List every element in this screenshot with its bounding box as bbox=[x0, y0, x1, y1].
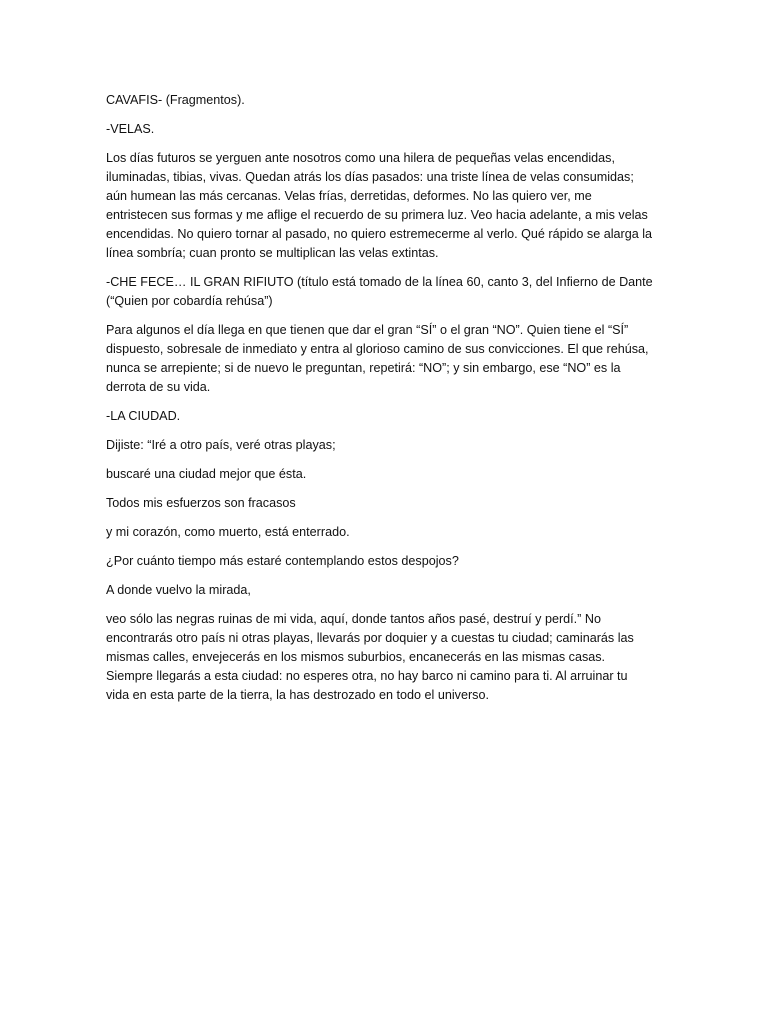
poem-line: Dijiste: “Iré a otro país, veré otras playas; bbox=[106, 438, 336, 452]
paragraph-la-ciudad: veo sólo las negras ruinas de mi vida, aquí, donde tantos años pasé, destruí y perdí.” No encontrarás otro país ni otras playas, llevarás por doquier y a cuestas tu ciudad; caminarás las mismas calles, envejecerás en los mismos suburbios, encanecerás en las mismas casas. Siempre llegarás a esta ciudad: no esperes otra, no hay barco ni camino para ti. Al arruinar tu vida en esta parte de la tierra, la has destrozado en todo el universo. bbox=[106, 612, 634, 702]
paragraph-che-fece: Para algunos el día llega en que tienen que dar el gran “SÍ” o el gran “NO”. Quien tiene el “SÍ” dispuesto, sobresale de inmediato y entra al glorioso camino de sus convicciones. El que rehúsa, nunca se arrepiente; si de nuevo le preguntan, repetirá: “NO”; y sin embargo, ese “NO” es la derrota de su vida. bbox=[106, 323, 649, 394]
poem-line: ¿Por cuánto tiempo más estaré contemplando estos despojos? bbox=[106, 554, 459, 568]
poem-line: Todos mis esfuerzos son fracasos bbox=[106, 496, 296, 510]
paragraph-velas: Los días futuros se yerguen ante nosotros como una hilera de pequeñas velas encendidas, iluminadas, tibias, vivas. Quedan atrás los días pasados: una triste línea de velas consumidas; aún humean las más cercanas. Velas frías, derretidas, deformes. No las quiero ver, me entristecen sus formas y me aflige el recuerdo de su primera luz. Veo hacia adelante, a mis velas encendidas. No quiero tornar al pasado, no quiero estremecerme al verlo. Qué rápido se alarga la línea sombría; cuan pronto se multiplican las velas extintas. bbox=[106, 151, 653, 260]
poem-line: buscaré una ciudad mejor que ésta. bbox=[106, 467, 307, 481]
section-heading-velas: -VELAS. bbox=[106, 122, 155, 136]
section-heading-la-ciudad: -LA CIUDAD. bbox=[106, 409, 181, 423]
document-page bbox=[106, 91, 654, 715]
document-title: CAVAFIS- (Fragmentos). bbox=[106, 93, 245, 107]
section-heading-che-fece: -CHE FECE… IL GRAN RIFIUTO (título está tomado de la línea 60, canto 3, del Infierno de Dante (“Quien por cobardía rehúsa”) bbox=[106, 275, 653, 308]
poem-line: A donde vuelvo la mirada, bbox=[106, 583, 251, 597]
poem-line: y mi corazón, como muerto, está enterrado. bbox=[106, 525, 350, 539]
